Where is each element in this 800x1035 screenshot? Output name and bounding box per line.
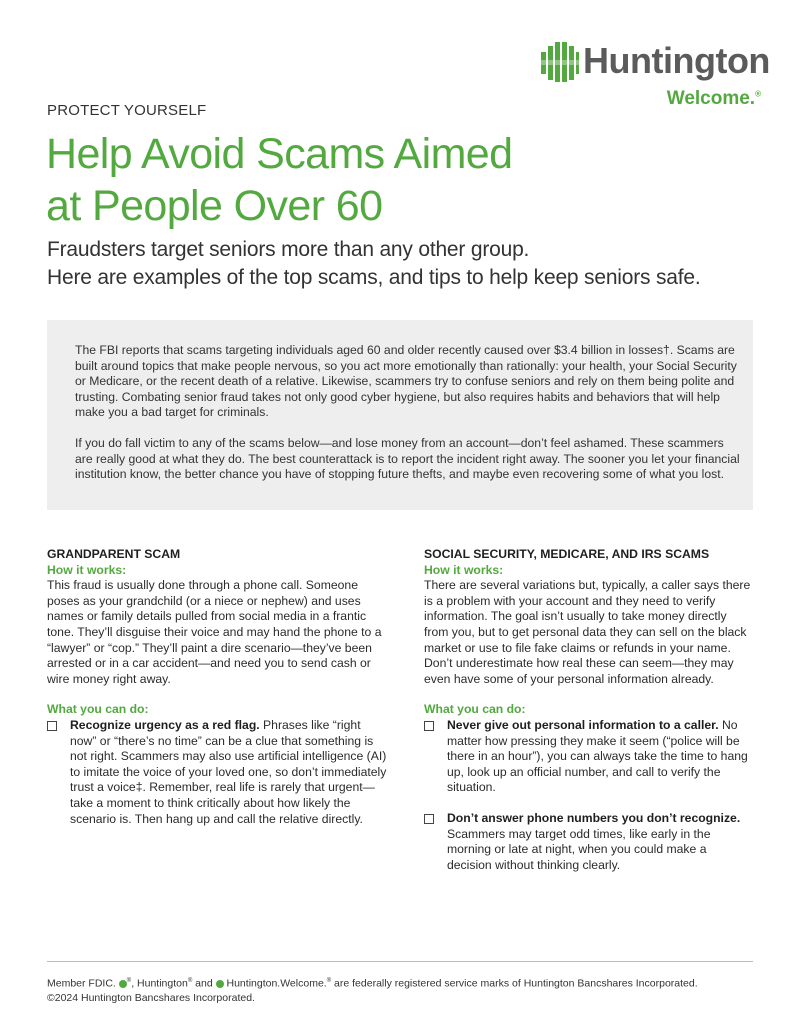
how-it-works-text: This fraud is usually done through a phone call. Someone poses as your grandchild (or a niece or nephew) and uses names or family details pulled from social media in a frantic tone. They’ll disguise their voice and may hand the phone to a “lawyer” or “cop.” They’ll paint a dire scenario—they’ve been arrested or in a car accident—and need you to send cash or wire money right away. xyxy=(47,578,382,686)
tip-item: Never give out personal information to a caller. No matter how pressing they make it seem (“police will be there in an hour”), you can always take the time to hang up, look up an official number, and call to verify the situation. xyxy=(424,718,754,796)
government-scams-section xyxy=(424,547,754,888)
checkbox-icon[interactable] xyxy=(424,814,434,824)
tip-item: Don’t answer phone numbers you don’t recognize. Scammers may target odd times, like early in the morning or late at night, when you could make a decision without thinking clearly. xyxy=(424,811,754,873)
brand-tagline: Welcome.® xyxy=(666,88,761,109)
what-you-can-do-label: What you can do: xyxy=(47,702,149,717)
grandparent-scam-section xyxy=(47,547,387,842)
checkbox-icon[interactable] xyxy=(424,721,434,731)
section-title: SOCIAL SECURITY, MEDICARE, AND IRS SCAMS xyxy=(424,547,710,561)
brand-name: Huntington xyxy=(583,40,770,81)
huntington-stripes-icon xyxy=(541,42,579,82)
how-it-works-label: How it works: xyxy=(47,562,127,577)
intro-paragraph: The FBI reports that scams targeting individuals aged 60 and older recently caused over $3.4 billion in losses†. Scams are built around topics that make people nervous, so you act more emotionally than rationally: your health, your Social Security or Medicare, or the recent death of a relative. Likewise, scammers try to confuse seniors and rely on them being polite and trusting. Combating senior fraud takes not only good cyber hygiene, but also requires habits and behaviors that will help make you a bad target for criminals. xyxy=(75,343,737,420)
intro-paragraph: If you do fall victim to any of the scams below—and lose money from an account—don’t feel ashamed. These scammers are really good at what they do. The best counterattack is to report the incident right away. The sooner you let your financial institution know, the better chance you have of stopping future thefts, and maybe even recovering some of what you lost. xyxy=(75,435,740,482)
huntington-logo xyxy=(541,40,770,110)
footer-legal: Member FDIC. ®, Huntington® and Huntington.Welcome.® are federally registered service marks of Huntington Bancshares Incorporated. ©2024 Huntington Bancshares Incorporated. xyxy=(47,977,698,1004)
checkbox-icon[interactable] xyxy=(47,721,57,731)
section-title: GRANDPARENT SCAM xyxy=(47,547,181,561)
page-title: Help Avoid Scams Aimed at People Over 60 xyxy=(46,130,513,230)
huntington-dot-icon xyxy=(119,980,127,988)
huntington-dot-icon xyxy=(216,980,224,988)
how-it-works-text: There are several variations but, typically, a caller says there is a problem with your account and they need to verify information. The goal isn’t usually to take money directly from you, but to get personal data they can sell on the black market or use to file fake claims or refunds in your name. Don’t underestimate how real these can seem—they may even have some of your personal information already. xyxy=(424,578,751,686)
tip-item: Recognize urgency as a red flag. Phrases like “right now” or “there’s no time” can be a clue that something is not right. Scammers may also use artificial intelligence (AI) to imitate the voice of your loved one, so don’t immediately trust a voice‡. Remember, real life is rarely that urgent—take a moment to think critically about how likely the scenario is. Then hang up and call the relative directly. xyxy=(47,718,387,827)
intro-box xyxy=(47,320,753,510)
what-you-can-do-label: What you can do: xyxy=(424,702,526,717)
how-it-works-label: How it works: xyxy=(424,562,504,577)
footer-divider xyxy=(47,961,753,962)
page-subtitle: Fraudsters target seniors more than any other group. Here are examples of the top scams, and tips to help keep seniors safe. xyxy=(47,238,701,289)
eyebrow-label: PROTECT YOURSELF xyxy=(47,102,207,119)
